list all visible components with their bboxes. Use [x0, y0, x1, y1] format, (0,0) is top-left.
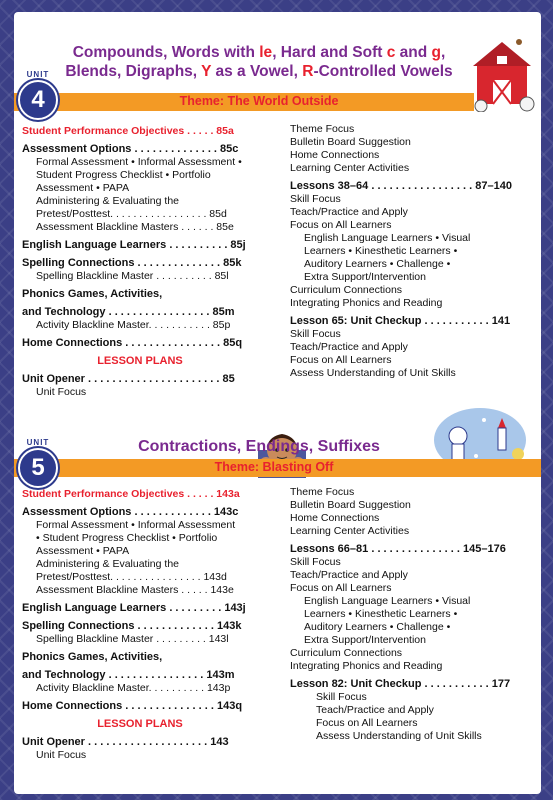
toc-entry: and Technology . . . . . . . . . . . . . . . . 143m [22, 669, 235, 681]
unit4-badge-number: 4 [31, 86, 45, 113]
barn-illustration-icon [469, 34, 539, 112]
toc-entry: Formal Assessment • Informal Assessment [36, 519, 236, 531]
toc-entry: Extra Support/Intervention [304, 271, 426, 283]
toc-entry: Student Progress Checklist • Portfolio [36, 169, 211, 181]
toc-entry: Bulletin Board Suggestion [290, 136, 411, 148]
toc-entry: Focus on All Learners [316, 717, 418, 729]
toc-entry: English Language Learners • Visual [304, 232, 471, 244]
toc-entry: Home Connections . . . . . . . . . . . . . . . . 85q [22, 337, 243, 349]
toc-entry: Extra Support/Intervention [304, 634, 426, 646]
toc-entry: Spelling Connections . . . . . . . . . . . . . . 85k [22, 257, 242, 269]
toc-entry: Skill Focus [290, 556, 341, 568]
toc-entry: Integrating Phonics and Reading [290, 660, 443, 672]
toc-entry: Learning Center Activities [290, 525, 410, 537]
toc-entry: English Language Learners . . . . . . . . . 143j [22, 602, 246, 614]
toc-entry: Pretest/Posttest. . . . . . . . . . . . . . . . . 85d [36, 208, 227, 220]
toc-entry: Assessment • PAPA [36, 182, 130, 194]
toc-entry: Focus on All Learners [290, 582, 392, 594]
toc-entry: and Technology . . . . . . . . . . . . . . . . . 85m [22, 306, 235, 318]
toc-entry: Teach/Practice and Apply [290, 569, 408, 581]
toc-entry: Bulletin Board Suggestion [290, 499, 411, 511]
toc-entry: • Student Progress Checklist • Portfolio [36, 532, 218, 544]
toc-entry: Phonics Games, Activities, [22, 651, 163, 663]
toc-entry: Assessment Options . . . . . . . . . . . . . . 85c [22, 143, 239, 155]
unit5-badge [18, 438, 58, 488]
unit4-title: Compounds, Words with le, Hard and Soft c and g, Blends, Digraphs, Y as a Vowel, R-Controlled Vowels [65, 44, 453, 80]
toc-entry: Home Connections [290, 149, 380, 161]
toc-entry: Teach/Practice and Apply [316, 704, 434, 716]
unit4-theme: Theme: The World Outside [179, 94, 339, 108]
toc-entry: Auditory Learners • Challenge • [304, 621, 451, 633]
toc-entry: LESSON PLANS [97, 355, 183, 367]
unit4-badge-label: UNIT [26, 70, 50, 79]
toc-entry: Lessons 66–81 . . . . . . . . . . . . . . . 145–176 [290, 543, 506, 555]
toc-entry: Assess Understanding of Unit Skills [316, 730, 482, 742]
unit5-title: Contractions, Endings, Suffixes [138, 438, 380, 455]
unit5-right-column [290, 486, 530, 743]
toc-entry: Activity Blackline Master. . . . . . . . . . 143p [36, 682, 231, 694]
toc-entry: Teach/Practice and Apply [290, 341, 408, 353]
toc-entry: Assessment Blackline Masters . . . . . . 85e [36, 221, 234, 233]
toc-entry: Theme Focus [290, 123, 355, 135]
toc-entry: Focus on All Learners [290, 354, 392, 366]
toc-entry: Teach/Practice and Apply [290, 206, 408, 218]
toc-entry: Curriculum Connections [290, 647, 403, 659]
toc-entry: Assessment Options . . . . . . . . . . . . . 143c [22, 506, 239, 518]
toc-entry: Activity Blackline Master. . . . . . . . . . . 85p [36, 319, 231, 331]
unit5-badge-number: 5 [31, 454, 45, 481]
contents-page [14, 12, 541, 794]
toc-entry: Assess Understanding of Unit Skills [290, 367, 456, 379]
toc-entry: Unit Opener . . . . . . . . . . . . . . . . . . . . 143 [22, 736, 229, 748]
unit4-right-column [290, 123, 530, 380]
toc-entry: Learning Center Activities [290, 162, 410, 174]
toc-entry: Theme Focus [290, 486, 355, 498]
toc-entry: Skill Focus [316, 691, 367, 703]
toc-entry: LESSON PLANS [97, 718, 183, 730]
toc-entry: Phonics Games, Activities, [22, 288, 163, 300]
toc-entry: Assessment • PAPA [36, 545, 130, 557]
toc-entry: Spelling Connections . . . . . . . . . . . . . 143k [22, 620, 242, 632]
toc-entry: Spelling Blackline Master . . . . . . . . . 143l [36, 633, 229, 645]
toc-entry: Assessment Blackline Masters . . . . . 143e [36, 584, 234, 596]
unit4-badge [18, 70, 58, 120]
toc-entry: Unit Focus [36, 386, 87, 398]
unit4-left-column [22, 125, 258, 399]
toc-entry: English Language Learners • Visual [304, 595, 471, 607]
unit5-badge-label: UNIT [26, 438, 50, 447]
toc-entry: Learners • Kinesthetic Learners • [304, 608, 458, 620]
toc-entry: English Language Learners . . . . . . . . . . 85j [22, 239, 246, 251]
toc-entry: Home Connections . . . . . . . . . . . . . . . 143q [22, 700, 243, 712]
toc-entry: Curriculum Connections [290, 284, 403, 296]
toc-entry: Home Connections [290, 512, 380, 524]
toc-entry: Skill Focus [290, 193, 341, 205]
toc-entry: Skill Focus [290, 328, 341, 340]
toc-entry: Student Performance Objectives . . . . . 85a [22, 125, 234, 137]
toc-entry: Lesson 82: Unit Checkup . . . . . . . . . . . 177 [290, 678, 511, 690]
unit5-theme: Theme: Blasting Off [214, 460, 334, 474]
toc-entry: Unit Opener . . . . . . . . . . . . . . . . . . . . . . 85 [22, 373, 235, 385]
toc-entry: Formal Assessment • Informal Assessment • [36, 156, 242, 168]
toc-entry: Administering & Evaluating the [36, 558, 179, 570]
unit5-left-column [22, 488, 258, 762]
toc-entry: Integrating Phonics and Reading [290, 297, 443, 309]
toc-entry: Lessons 38–64 . . . . . . . . . . . . . . . . . 87–140 [290, 180, 512, 192]
toc-entry: Lesson 65: Unit Checkup . . . . . . . . . . . 141 [290, 315, 511, 327]
toc-entry: Pretest/Posttest. . . . . . . . . . . . . . . . 143d [36, 571, 227, 583]
toc-entry: Student Performance Objectives . . . . . 143a [22, 488, 240, 500]
toc-entry: Administering & Evaluating the [36, 195, 179, 207]
toc-entry: Auditory Learners • Challenge • [304, 258, 451, 270]
toc-entry: Unit Focus [36, 749, 87, 761]
toc-entry: Focus on All Learners [290, 219, 392, 231]
toc-entry: Learners • Kinesthetic Learners • [304, 245, 458, 257]
toc-entry: Spelling Blackline Master . . . . . . . . . . 85l [36, 270, 229, 282]
